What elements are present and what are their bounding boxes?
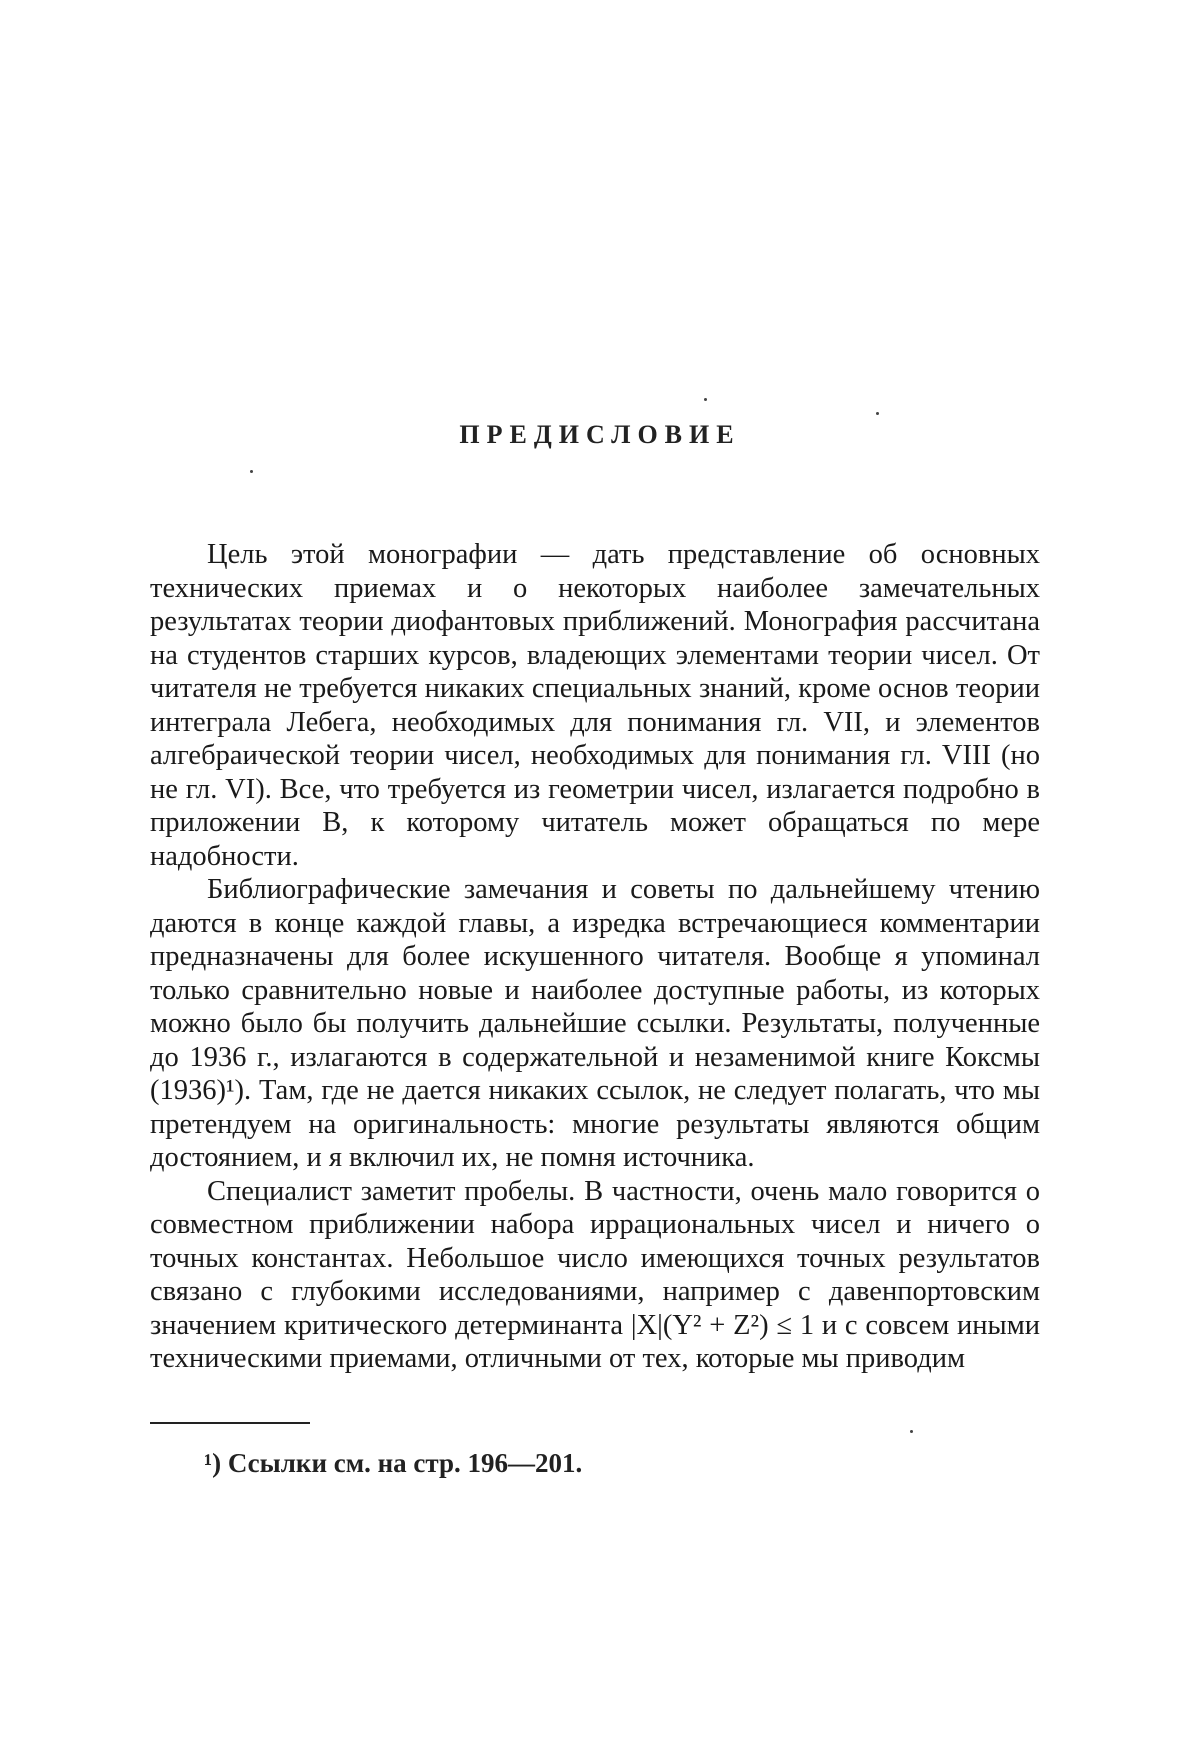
page-title: ПРЕДИСЛОВИЕ (459, 420, 741, 449)
footnote (204, 1448, 582, 1479)
scan-speck (704, 398, 707, 401)
paragraph-1: Цель этой монографии — дать представление об основных технических приемах и о некоторых наиболее замечательных результатах теории диофантовых приближений. Монография рассчитана на студентов старших курсов, владеющих элементами теории чисел. От читателя не требуется никаких специальных знаний, кроме основ теории интеграла Лебега, необходимых для понимания гл. VII, и элементов алгебраической теории чисел, необходимых для понимания гл. VIII (но не гл. VI). Все, что требуется из геометрии чисел, излагается подробно в приложении В, к которому читатель может обращаться по мере надобности. (150, 539, 1040, 872)
footnote-text: Ссылки см. на стр. 196—201. (227, 1448, 583, 1478)
paragraph-2: Библиографические замечания и советы по дальнейшему чтению даются в конце каждой главы, а изредка встречающиеся комментарии предназначены для более искушенного читателя. Вообще я упоминал только сравнительно новые и наиболее доступные работы, из которых можно было бы получить дальнейшие ссылки. Результаты, полученные до 1936 г., излагаются в содержательной и незаменимой книге Коксмы (1936)¹). Там, где не дается никаких ссылок, не следует полагать, что мы претендуем на оригинальность: многие результаты являются общим достоянием, и я включил их, не помня источника. (150, 874, 1040, 1173)
footnote-divider (150, 1422, 310, 1424)
scan-speck (876, 412, 879, 415)
preface-body (150, 538, 1040, 1376)
paragraph-3: Специалист заметит пробелы. В частности, очень мало говорится о совместном приближении набора иррациональных чисел и ничего о точных константах. Небольшое число имеющихся точных результатов связано с глубокими исследованиями, например с давенпортовским значением критического детерминанта |X|(Y² + Z²) ≤ 1 и с совсем иными техническими приемами, отличными от тех, которые мы приводим (150, 1175, 1040, 1374)
scan-speck (910, 1430, 913, 1433)
footnote-marker: ¹) (204, 1448, 222, 1478)
scan-speck (250, 470, 253, 473)
